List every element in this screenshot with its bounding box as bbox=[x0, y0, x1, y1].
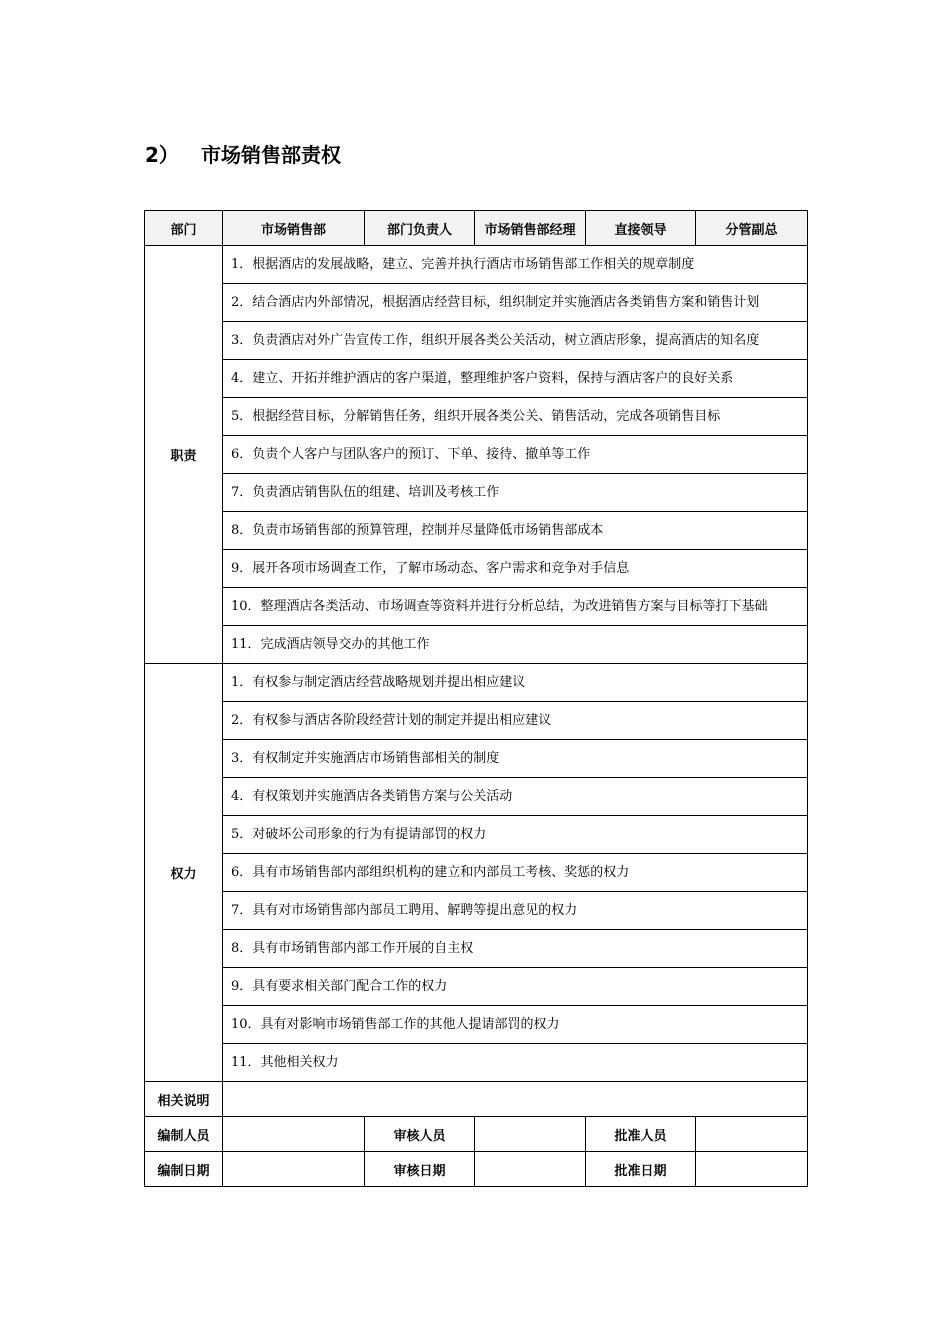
power-item: 6．具有市场销售部内部组织机构的建立和内部员工考核、奖惩的权力 bbox=[223, 854, 808, 892]
section-number: 2） bbox=[145, 143, 179, 167]
notes-value bbox=[223, 1082, 808, 1117]
approved-label: 批准日期 bbox=[586, 1152, 696, 1187]
power-item: 7．具有对市场销售部内部员工聘用、解聘等提出意见的权力 bbox=[223, 892, 808, 930]
power-label: 权力 bbox=[145, 664, 223, 1082]
header-leader-label: 直接领导 bbox=[586, 211, 696, 246]
prepared-value bbox=[223, 1117, 365, 1152]
power-row bbox=[145, 854, 808, 892]
duty-row bbox=[145, 284, 808, 322]
duty-item: 4．建立、开拓并维护酒店的客户渠道，整理维护客户资料，保持与酒店客户的良好关系 bbox=[223, 360, 808, 398]
power-item: 8．具有市场销售部内部工作开展的自主权 bbox=[223, 930, 808, 968]
signoff-date-row bbox=[145, 1152, 808, 1187]
duty-item: 9．展开各项市场调查工作，了解市场动态、客户需求和竞争对手信息 bbox=[223, 550, 808, 588]
approved-value bbox=[696, 1117, 808, 1152]
duty-row bbox=[145, 588, 808, 626]
power-item: 10．具有对影响市场销售部工作的其他人提请部罚的权力 bbox=[223, 1006, 808, 1044]
power-row bbox=[145, 740, 808, 778]
power-row bbox=[145, 1006, 808, 1044]
section-title bbox=[145, 139, 341, 168]
header-head-value: 市场销售部经理 bbox=[475, 211, 586, 246]
power-item: 9．具有要求相关部门配合工作的权力 bbox=[223, 968, 808, 1006]
power-row bbox=[145, 892, 808, 930]
power-item: 5．对破坏公司形象的行为有提请部罚的权力 bbox=[223, 816, 808, 854]
duty-item: 11．完成酒店领导交办的其他工作 bbox=[223, 626, 808, 664]
power-item: 1．有权参与制定酒店经营战略规划并提出相应建议 bbox=[223, 664, 808, 702]
power-item: 11．其他相关权力 bbox=[223, 1044, 808, 1082]
reviewed-label: 审核人员 bbox=[365, 1117, 475, 1152]
duty-row bbox=[145, 512, 808, 550]
duty-row bbox=[145, 474, 808, 512]
header-department-label: 部门 bbox=[145, 211, 223, 246]
duty-row bbox=[145, 398, 808, 436]
power-item: 2．有权参与酒店各阶段经营计划的制定并提出相应建议 bbox=[223, 702, 808, 740]
signoff-person-row bbox=[145, 1117, 808, 1152]
duty-row bbox=[145, 550, 808, 588]
duty-row bbox=[145, 246, 808, 284]
power-row bbox=[145, 664, 808, 702]
prepared-value bbox=[223, 1152, 365, 1187]
section-heading: 市场销售部责权 bbox=[201, 143, 341, 167]
duty-item: 3．负责酒店对外广告宣传工作，组织开展各类公关活动，树立酒店形象，提高酒店的知名度 bbox=[223, 322, 808, 360]
header-row bbox=[145, 211, 808, 246]
duty-item: 8．负责市场销售部的预算管理，控制并尽量降低市场销售部成本 bbox=[223, 512, 808, 550]
duty-row bbox=[145, 626, 808, 664]
header-head-label: 部门负责人 bbox=[365, 211, 475, 246]
duty-item: 7．负责酒店销售队伍的组建、培训及考核工作 bbox=[223, 474, 808, 512]
reviewed-value bbox=[475, 1152, 586, 1187]
duty-item: 5．根据经营目标，分解销售任务，组织开展各类公关、销售活动，完成各项销售目标 bbox=[223, 398, 808, 436]
power-row bbox=[145, 930, 808, 968]
duty-label: 职责 bbox=[145, 246, 223, 664]
duty-item: 1．根据酒店的发展战略，建立、完善并执行酒店市场销售部工作相关的规章制度 bbox=[223, 246, 808, 284]
reviewed-label: 审核日期 bbox=[365, 1152, 475, 1187]
power-row bbox=[145, 816, 808, 854]
duty-row bbox=[145, 360, 808, 398]
approved-label: 批准人员 bbox=[586, 1117, 696, 1152]
reviewed-value bbox=[475, 1117, 586, 1152]
prepared-label: 编制人员 bbox=[145, 1117, 223, 1152]
power-item: 3．有权制定并实施酒店市场销售部相关的制度 bbox=[223, 740, 808, 778]
power-row bbox=[145, 968, 808, 1006]
header-leader-value: 分管副总 bbox=[696, 211, 808, 246]
prepared-label: 编制日期 bbox=[145, 1152, 223, 1187]
notes-label: 相关说明 bbox=[145, 1082, 223, 1117]
duty-item: 10．整理酒店各类活动、市场调查等资料并进行分析总结，为改进销售方案与目标等打下基础 bbox=[223, 588, 808, 626]
power-row bbox=[145, 1044, 808, 1082]
header-department-value: 市场销售部 bbox=[223, 211, 365, 246]
duty-row bbox=[145, 436, 808, 474]
approved-value bbox=[696, 1152, 808, 1187]
power-row bbox=[145, 778, 808, 816]
duty-item: 6．负责个人客户与团队客户的预订、下单、接待、撤单等工作 bbox=[223, 436, 808, 474]
notes-row bbox=[145, 1082, 808, 1117]
power-item: 4．有权策划并实施酒店各类销售方案与公关活动 bbox=[223, 778, 808, 816]
duty-row bbox=[145, 322, 808, 360]
power-row bbox=[145, 702, 808, 740]
duty-item: 2．结合酒店内外部情况，根据酒店经营目标，组织制定并实施酒店各类销售方案和销售计划 bbox=[223, 284, 808, 322]
responsibility-table bbox=[144, 210, 808, 1187]
